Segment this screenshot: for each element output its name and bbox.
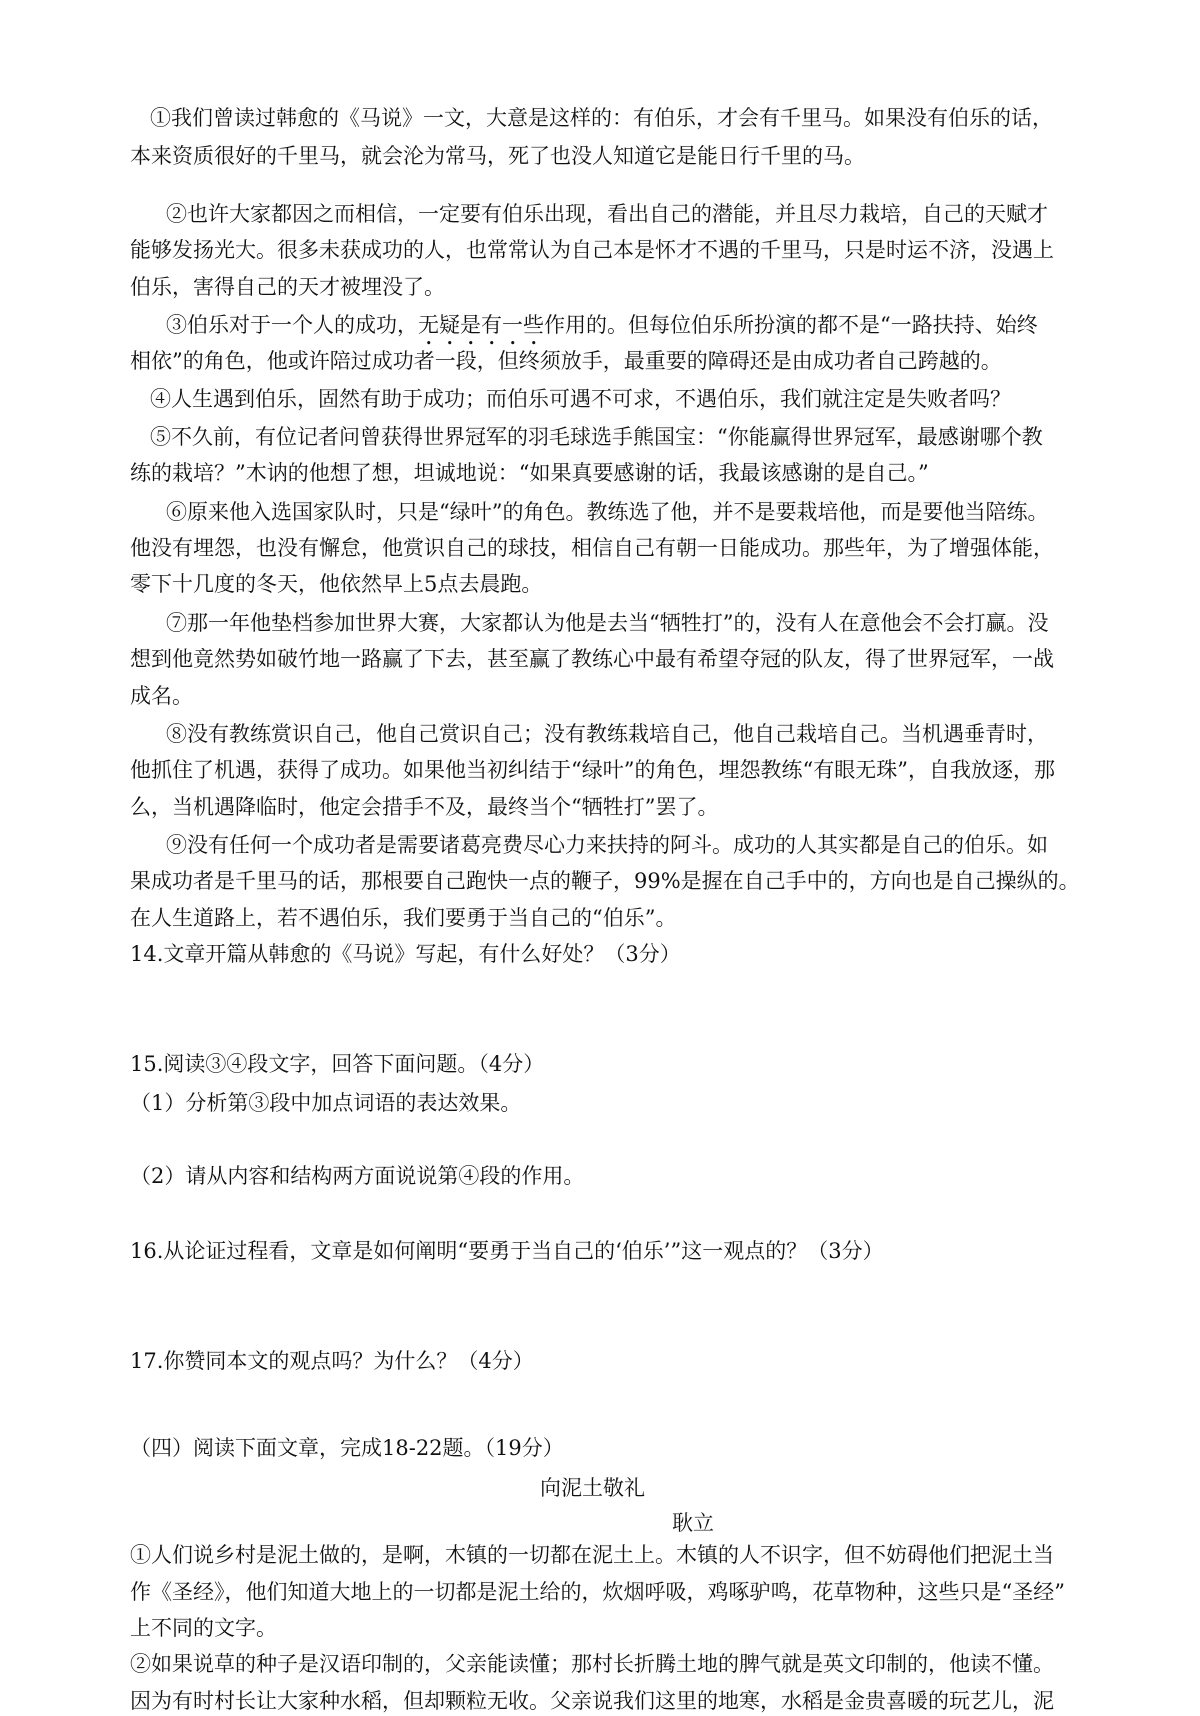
question-17: 17.你赞同本文的观点吗？为什么？（4分）: [130, 1349, 534, 1373]
paragraph-7-line-1: ⑦那一年他垫档参加世界大赛，大家都认为他是去当“牺牲打”的，没有人在意他会不会打赢。没: [166, 611, 1049, 635]
question-15-part-1: （1）分析第③段中加点词语的表达效果。: [130, 1091, 522, 1115]
paragraph-9-line-1: ⑨没有任何一个成功者是需要诸葛亮费尽心力来扶持的阿斗。成功的人其实都是自己的伯乐。如: [166, 833, 1048, 857]
paragraph-2-line-2: 能够发扬光大。很多未获成功的人，也常常认为自己本是怀才不遇的千里马，只是时运不济，没遇上: [130, 238, 1054, 262]
paragraph-8-line-3: 么，当机遇降临时，他定会措手不及，最终当个“牺牲打”罢了。: [130, 795, 719, 819]
paragraph-9-line-2: 果成功者是千里马的话，那根要自己跑快一点的鞭子，99%是握在自己手中的，方向也是自己操纵的。: [130, 869, 1080, 893]
paragraph-8-line-1: ⑧没有教练赏识自己，他自己赏识自己；没有教练栽培自己，他自己栽培自己。当机遇垂青时，: [166, 722, 1048, 746]
paragraph-4: ④人生遇到伯乐，固然有助于成功；而伯乐可遇不可求，不遇伯乐，我们就注定是失败者吗？: [150, 387, 1011, 411]
paragraph-7-line-2: 想到他竟然势如破竹地一路赢了下去，甚至赢了教练心中最有希望夺冠的队友，得了世界冠军，一战: [130, 647, 1054, 671]
paragraph-3-line-1: ③伯乐对于一个人的成功，无疑是有一些作用的。但每位伯乐所扮演的都不是“一路扶持、始终: [166, 313, 1038, 337]
article-2-paragraph-2-line-1: ②如果说草的种子是汉语印制的，父亲能读懂；那村长折腾土地的脾气就是英文印制的，他读不懂。: [130, 1652, 1054, 1676]
paragraph-8-line-2: 他抓住了机遇，获得了成功。如果他当初纠结于“绿叶”的角色，埋怨教练“有眼无珠”，自我放逐，那: [130, 758, 1055, 782]
paragraph-1-line-1: ①我们曾读过韩愈的《马说》一文，大意是这样的：有伯乐，才会有千里马。如果没有伯乐的话，: [150, 106, 1053, 130]
article-author: 耿立: [672, 1511, 714, 1535]
paragraph-1-line-2: 本来资质很好的千里马，就会沦为常马，死了也没人知道它是能日行千里的马。: [130, 144, 865, 168]
paragraph-6-line-3: 零下十几度的冬天，他依然早上5点去晨跑。: [130, 572, 543, 596]
paragraph-9-line-3: 在人生道路上，若不遇伯乐，我们要勇于当自己的“伯乐”。: [130, 906, 677, 930]
question-14: 14.文章开篇从韩愈的《马说》写起，有什么好处？（3分）: [130, 942, 681, 966]
article-2-paragraph-1-line-2: 作《圣经》，他们知道大地上的一切都是泥土给的，炊烟呼吸，鸡啄驴鸣，花草物种，这些只是“圣经”: [130, 1580, 1065, 1604]
paragraph-7-line-3: 成名。: [130, 684, 193, 708]
paragraph-6-line-1: ⑥原来他入选国家队时，只是“绿叶”的角色。教练选了他，并不是要栽培他，而是要他当陪练。: [166, 500, 1049, 524]
article-2-paragraph-1-line-1: ①人们说乡村是泥土做的，是啊，木镇的一切都在泥土上。木镇的人不识字，但不妨碍他们把泥土当: [130, 1543, 1054, 1567]
section-4-heading: （四）阅读下面文章，完成18-22题。（19分）: [130, 1436, 564, 1460]
paragraph-5-line-2: 练的栽培？”木讷的他想了想，坦诚地说：“如果真要感谢的话，我最该感谢的是自己。”: [130, 461, 929, 485]
emphasized-words: 无疑是有一些: [418, 313, 544, 337]
article-title: 向泥土敬礼: [540, 1476, 645, 1500]
paragraph-2-line-1: ②也许大家都因之而相信，一定要有伯乐出现，看出自己的潜能，并且尽力栽培，自己的天赋才: [166, 202, 1048, 226]
paragraph-3-line-2: 相依”的角色，他或许陪过成功者一段，但终须放手，最重要的障碍还是由成功者自己跨越的。: [130, 349, 1002, 373]
paragraph-2-line-3: 伯乐，害得自己的天才被埋没了。: [130, 275, 445, 299]
paragraph-5-line-1: ⑤不久前，有位记者问曾获得世界冠军的羽毛球选手熊国宝：“你能赢得世界冠军，最感谢哪个教: [150, 425, 1043, 449]
paragraph-6-line-2: 他没有埋怨，也没有懈怠，他赏识自己的球技，相信自己有朝一日能成功。那些年，为了增强体能，: [130, 536, 1054, 560]
question-15: 15.阅读③④段文字，回答下面问题。（4分）: [130, 1052, 545, 1076]
question-15-part-2: （2）请从内容和结构两方面说说第④段的作用。: [130, 1164, 585, 1188]
article-2-paragraph-2-line-2: 因为有时村长让大家种水稻，但却颗粒无收。父亲说我们这里的地寒，水稻是金贵喜暖的玩艺儿，泥: [130, 1689, 1054, 1713]
question-16: 16.从论证过程看，文章是如何阐明“要勇于当自己的‘伯乐’”这一观点的？（3分）: [130, 1239, 884, 1263]
article-2-paragraph-1-line-3: 上不同的文字。: [130, 1616, 277, 1640]
